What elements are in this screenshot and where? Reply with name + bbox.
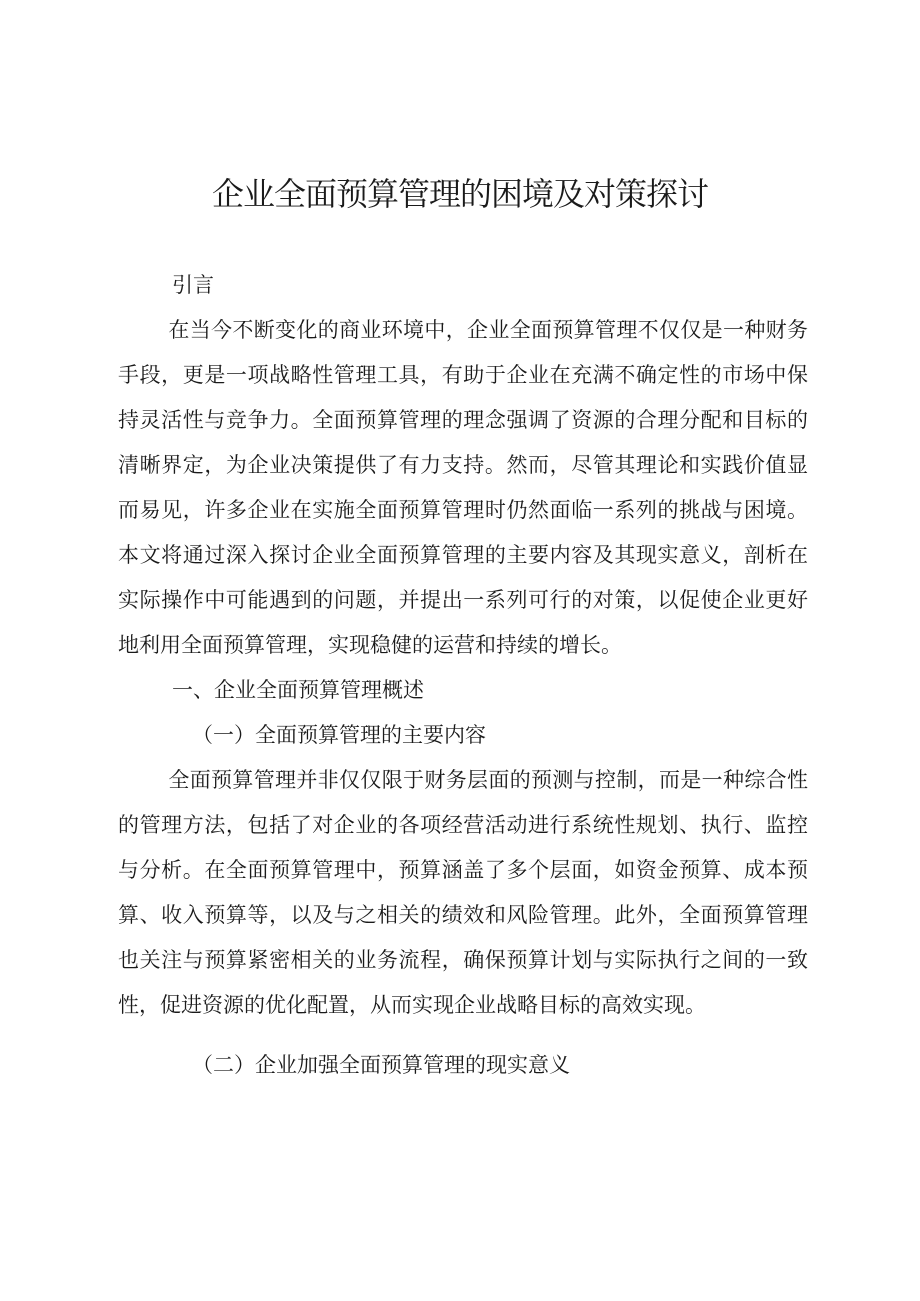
subsection-2-heading: （二）企业加强全面预算管理的现实意义 <box>192 1053 570 1077</box>
section-1-heading: 一、企业全面预算管理概述 <box>172 678 424 702</box>
intro-paragraph: 在当今不断变化的商业环境中，企业全面预算管理不仅仅是一种财务手段，更是一项战略性管理工具，有助于企业在充满不确定性的市场中保持灵活性与竞争力。全面预算管理的理念强调了资源的合理分配和目标的清晰界定，为企业决策提供了有力支持。然而，尽管其理论和实践价值显而易见，许多企业在实施全面预算管理时仍然面临一系列的挑战与困境。本文将通过深入探讨企业全面预算管理的主要内容及其现实意义，剖析在实际操作中可能遇到的问题，并提出一系列可行的对策，以促使企业更好地利用全面预算管理，实现稳健的运营和持续的增长。 <box>118 318 808 657</box>
subsection-1-heading: （一）全面预算管理的主要内容 <box>192 723 486 747</box>
subsection-1-paragraph: 全面预算管理并非仅仅限于财务层面的预测与控制，而是一种综合性的管理方法，包括了对企业的各项经营活动进行系统性规划、执行、监控与分析。在全面预算管理中，预算涵盖了多个层面，如资金预算、成本预算、收入预算等，以及与之相关的绩效和风险管理。此外，全面预算管理也关注与预算紧密相关的业务流程，确保预算计划与实际执行之间的一致性，促进资源的优化配置，从而实现企业战略目标的高效实现。 <box>118 768 808 1017</box>
document-title: 企业全面预算管理的困境及对策探讨 <box>211 175 708 213</box>
intro-label: 引言 <box>172 273 214 297</box>
document-body <box>118 263 808 1088</box>
